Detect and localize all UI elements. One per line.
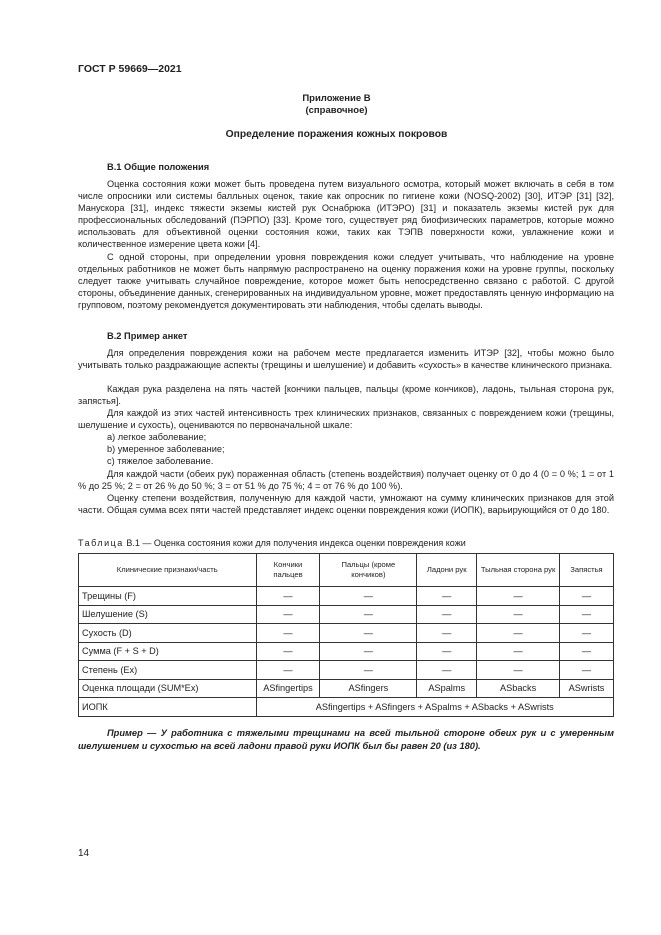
table-row	[79, 679, 614, 698]
table-cell: ASfingertips	[256, 679, 320, 698]
table-cell: Оценка площади (SUM*Ex)	[79, 679, 257, 698]
table-row	[79, 624, 614, 643]
annex-subtitle: (справочное)	[305, 105, 368, 116]
annex-title: Приложение В	[302, 93, 371, 104]
table-row	[79, 661, 614, 680]
table-cell: —	[417, 642, 477, 661]
list-item: b) умеренное заболевание;	[107, 444, 225, 454]
table-row	[79, 605, 614, 624]
list-item: а) легкое заболевание;	[107, 432, 207, 442]
table-header-cell: Клинические признаки/часть	[79, 554, 257, 587]
table-cell: —	[417, 605, 477, 624]
paragraph: Каждая рука разделена на пять частей [кончики пальцев, пальцы (кроме кончиков), ладонь, тыльная сторона рук, запястья].	[78, 384, 614, 407]
table-row	[79, 642, 614, 661]
table-cell: —	[560, 642, 614, 661]
table-cell: ASfingers	[320, 679, 417, 698]
table-cell: —	[417, 661, 477, 680]
skin-assessment-table	[78, 553, 614, 717]
table-cell: —	[477, 587, 560, 606]
table-cell: —	[560, 661, 614, 680]
table-cell-formula: ASfingertips + ASfingers + ASpalms + ASbacks + ASwrists	[256, 698, 614, 717]
table-caption	[78, 538, 466, 548]
list-item: с) тяжелое заболевание.	[107, 456, 214, 466]
document-code: ГОСТ Р 59669—2021	[78, 63, 182, 75]
table-cell: ИОПК	[79, 698, 257, 717]
table-cell: Сухость (D)	[79, 624, 257, 643]
table-header-cell: Запястья	[560, 554, 614, 587]
main-title: Определение поражения кожных покровов	[225, 129, 448, 140]
table-cell: —	[256, 661, 320, 680]
table-cell: Степень (Ex)	[79, 661, 257, 680]
table-cell: —	[320, 624, 417, 643]
table-header-cell: Пальцы (кроме кончиков)	[320, 554, 417, 587]
paragraph: Для каждой из этих частей интенсивность трех клинических признаков, связанных с повреждением кожи (трещины, шелушение и сухость), оцениваются по первоначальной шкале:	[78, 408, 614, 431]
table-cell: ASbacks	[477, 679, 560, 698]
section-heading-b1: В.1 Общие положения	[107, 162, 210, 172]
table-cell: ASwrists	[560, 679, 614, 698]
table-cell: —	[320, 642, 417, 661]
table-row-total	[79, 698, 614, 717]
table-cell: —	[560, 624, 614, 643]
paragraph: Для определения повреждения кожи на рабочем месте предлагается изменить ИТЭР [32], чтобы можно было учитывать только раздражающие аспекты (трещины и шелушение) и добавить «сухость» в качестве клинического признака.	[78, 348, 614, 371]
paragraph: Для каждой части (обеих рук) пораженная область (степень воздействия) получает оценку от 0 до 4 (0 = 0 %; 1 = от 1 % до 25 %; 2 = от 26 % до 50 %; 3 = от 51 % до 75 %; 4 = от 76 % до 100 %).	[78, 469, 614, 492]
table-cell: —	[560, 587, 614, 606]
table-cell: —	[320, 605, 417, 624]
table-header-cell: Тыльная сторона рук	[477, 554, 560, 587]
table-cell: —	[477, 624, 560, 643]
table-cell: Трещины (F)	[79, 587, 257, 606]
paragraph: С одной стороны, при определении уровня повреждения кожи следует учитывать, что наблюдение на уровне отдельных работников не может быть напрямую распространено на оценку поражения кожи на уровне группы, поскольку следует также учитывать случайное повреждение, которое может быть непосредственно связано с работой. С другой стороны, объединение данных, сгенерированных на индивидуальном уровне, может предоставлять ценную информацию на групповом, поэтому рекомендуется документировать эти наблюдения, чтобы сделать выводы.	[78, 252, 614, 311]
table-cell: Шелушение (S)	[79, 605, 257, 624]
section-heading-b2: В.2 Пример анкет	[107, 331, 188, 341]
table-header-cell: Ладони рук	[417, 554, 477, 587]
table-cell: —	[256, 605, 320, 624]
table-cell: —	[320, 661, 417, 680]
paragraph: Оценка состояния кожи может быть проведена путем визуального осмотра, который может включать в себя в том числе опросники или системы балльных оценок, такие как опросник по гигиене кожи (NOSQ-2002) [30], ИТЭР [31] [32], Манускора [31], индекс тяжести экземы кистей рук Оснабрюка (ИТЭРО) [31] и показатель экземы кистей рук для профессиональных обследований (ПЭРПО) [33]. Кроме того, существует ряд биофизических параметров, которые можно использовать для объективной оценки состояния кожи, таких как ТЭПВ поверхности кожи, увлажнение кожи и количественное измерение цвета кожи [4].	[78, 179, 614, 250]
table-cell: —	[256, 642, 320, 661]
table-row	[79, 587, 614, 606]
table-caption-text: В.1 — Оценка состояния кожи для получения индекса оценки повреждения кожи	[126, 538, 466, 548]
table-cell: —	[320, 587, 417, 606]
table-cell: ASpalms	[417, 679, 477, 698]
table-header-cell: Кончики пальцев	[256, 554, 320, 587]
example-note: Пример — У работника с тяжелыми трещинами на всей тыльной стороне обеих рук и с умеренным шелушением и сухостью на всей ладони правой руки ИОПК был бы равен 20 (из 180).	[78, 728, 614, 751]
table-caption-label: Таблица	[78, 538, 124, 548]
page-number: 14	[78, 848, 90, 859]
table-header-row	[79, 554, 614, 587]
table-cell: —	[256, 624, 320, 643]
table-cell: —	[477, 642, 560, 661]
table-cell: —	[560, 605, 614, 624]
table-cell: —	[417, 587, 477, 606]
table-cell: —	[256, 587, 320, 606]
table-cell: Сумма (F + S + D)	[79, 642, 257, 661]
paragraph: Оценку степени воздействия, полученную для каждой части, умножают на сумму клинических признаков для этой части. Общая сумма всех пяти частей представляет индекс оценки повреждения кожи (ИОПК), варьирующийся от 0 до 180.	[78, 493, 614, 516]
table-cell: —	[477, 605, 560, 624]
table-cell: —	[477, 661, 560, 680]
table-cell: —	[417, 624, 477, 643]
